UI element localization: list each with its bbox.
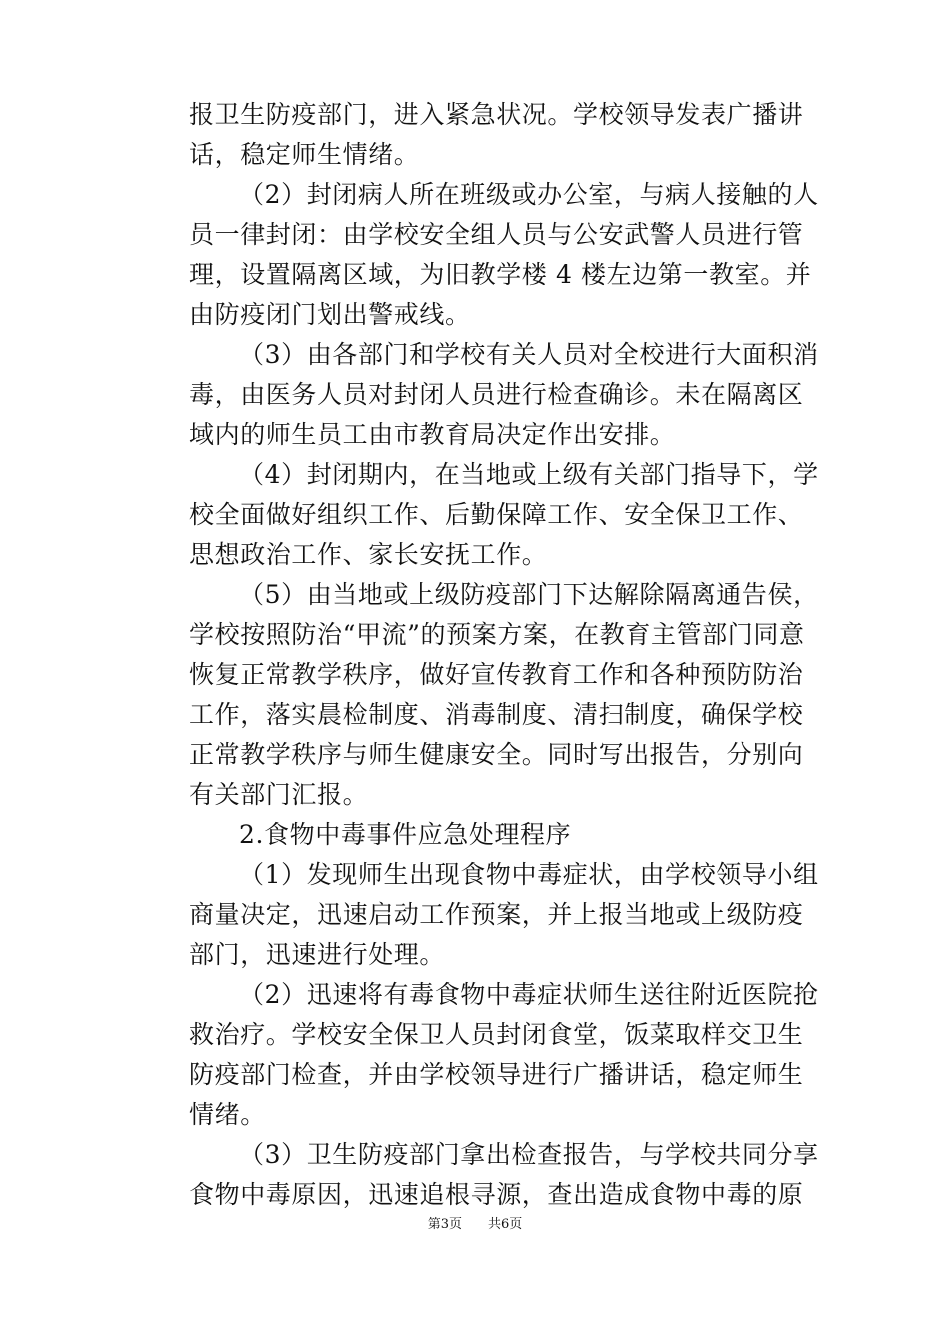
text-line: 校全面做好组织工作、后勤保障工作、安全保卫工作、 [189,500,804,529]
text-line: （2）迅速将有毒食物中毒症状师生送往附近医院抢 [239,980,819,1009]
text-line: 有关部门汇报。 [189,780,369,809]
text-line: 域内的师生员工由市教育局决定作出安排。 [189,420,676,449]
text-line: 情绪。 [189,1100,266,1129]
page-number: 第3页 [427,1217,462,1232]
text-line: 防疫部门检查，并由学校领导进行广播讲话，稳定师生 [189,1060,804,1089]
text-line: 商量决定，迅速启动工作预案，并上报当地或上级防疫 [189,900,804,929]
text-line: 部门，迅速进行处理。 [189,940,446,969]
text-line: （3）卫生防疫部门拿出检查报告，与学校共同分享 [239,1140,819,1169]
page-footer [0,1216,950,1234]
text-line: 员一律封闭：由学校安全组人员与公安武警人员进行管 [189,220,804,249]
text-line: 话，稳定师生情绪。 [189,140,420,169]
section-heading: 2.食物中毒事件应急处理程序 [239,820,572,849]
text-line: 由防疫闭门划出警戒线。 [189,300,471,329]
text-line: （3）由各部门和学校有关人员对全校进行大面积消 [239,340,819,369]
text-line: 理，设置隔离区域，为旧教学楼 4 楼左边第一教室。并 [189,260,812,289]
text-line: （5）由当地或上级防疫部门下达解除隔离通告侯， [239,580,819,609]
text-line: （2）封闭病人所在班级或办公室，与病人接触的人 [239,180,819,209]
text-line: 工作，落实晨检制度、消毒制度、清扫制度，确保学校 [189,700,804,729]
text-line: 毒，由医务人员对封闭人员进行检查确诊。未在隔离区 [189,380,804,409]
text-line: （4）封闭期内，在当地或上级有关部门指导下，学 [239,460,819,489]
text-line: 学校按照防治“甲流”的预案方案，在教育主管部门同意 [189,620,805,649]
text-line: 救治疗。学校安全保卫人员封闭食堂，饭菜取样交卫生 [189,1020,804,1049]
text-line: 正常教学秩序与师生健康安全。同时写出报告，分别向 [189,740,804,769]
text-line: 思想政治工作、家长安抚工作。 [189,540,548,569]
text-line: （1）发现师生出现食物中毒症状，由学校领导小组 [239,860,819,889]
text-line: 报卫生防疫部门，进入紧急状况。学校领导发表广播讲 [189,100,804,129]
page-total: 共6页 [488,1217,523,1232]
text-line: 恢复正常教学秩序，做好宣传教育工作和各种预防防治 [189,660,804,689]
text-line: 食物中毒原因，迅速追根寻源，查出造成食物中毒的原 [189,1180,804,1209]
